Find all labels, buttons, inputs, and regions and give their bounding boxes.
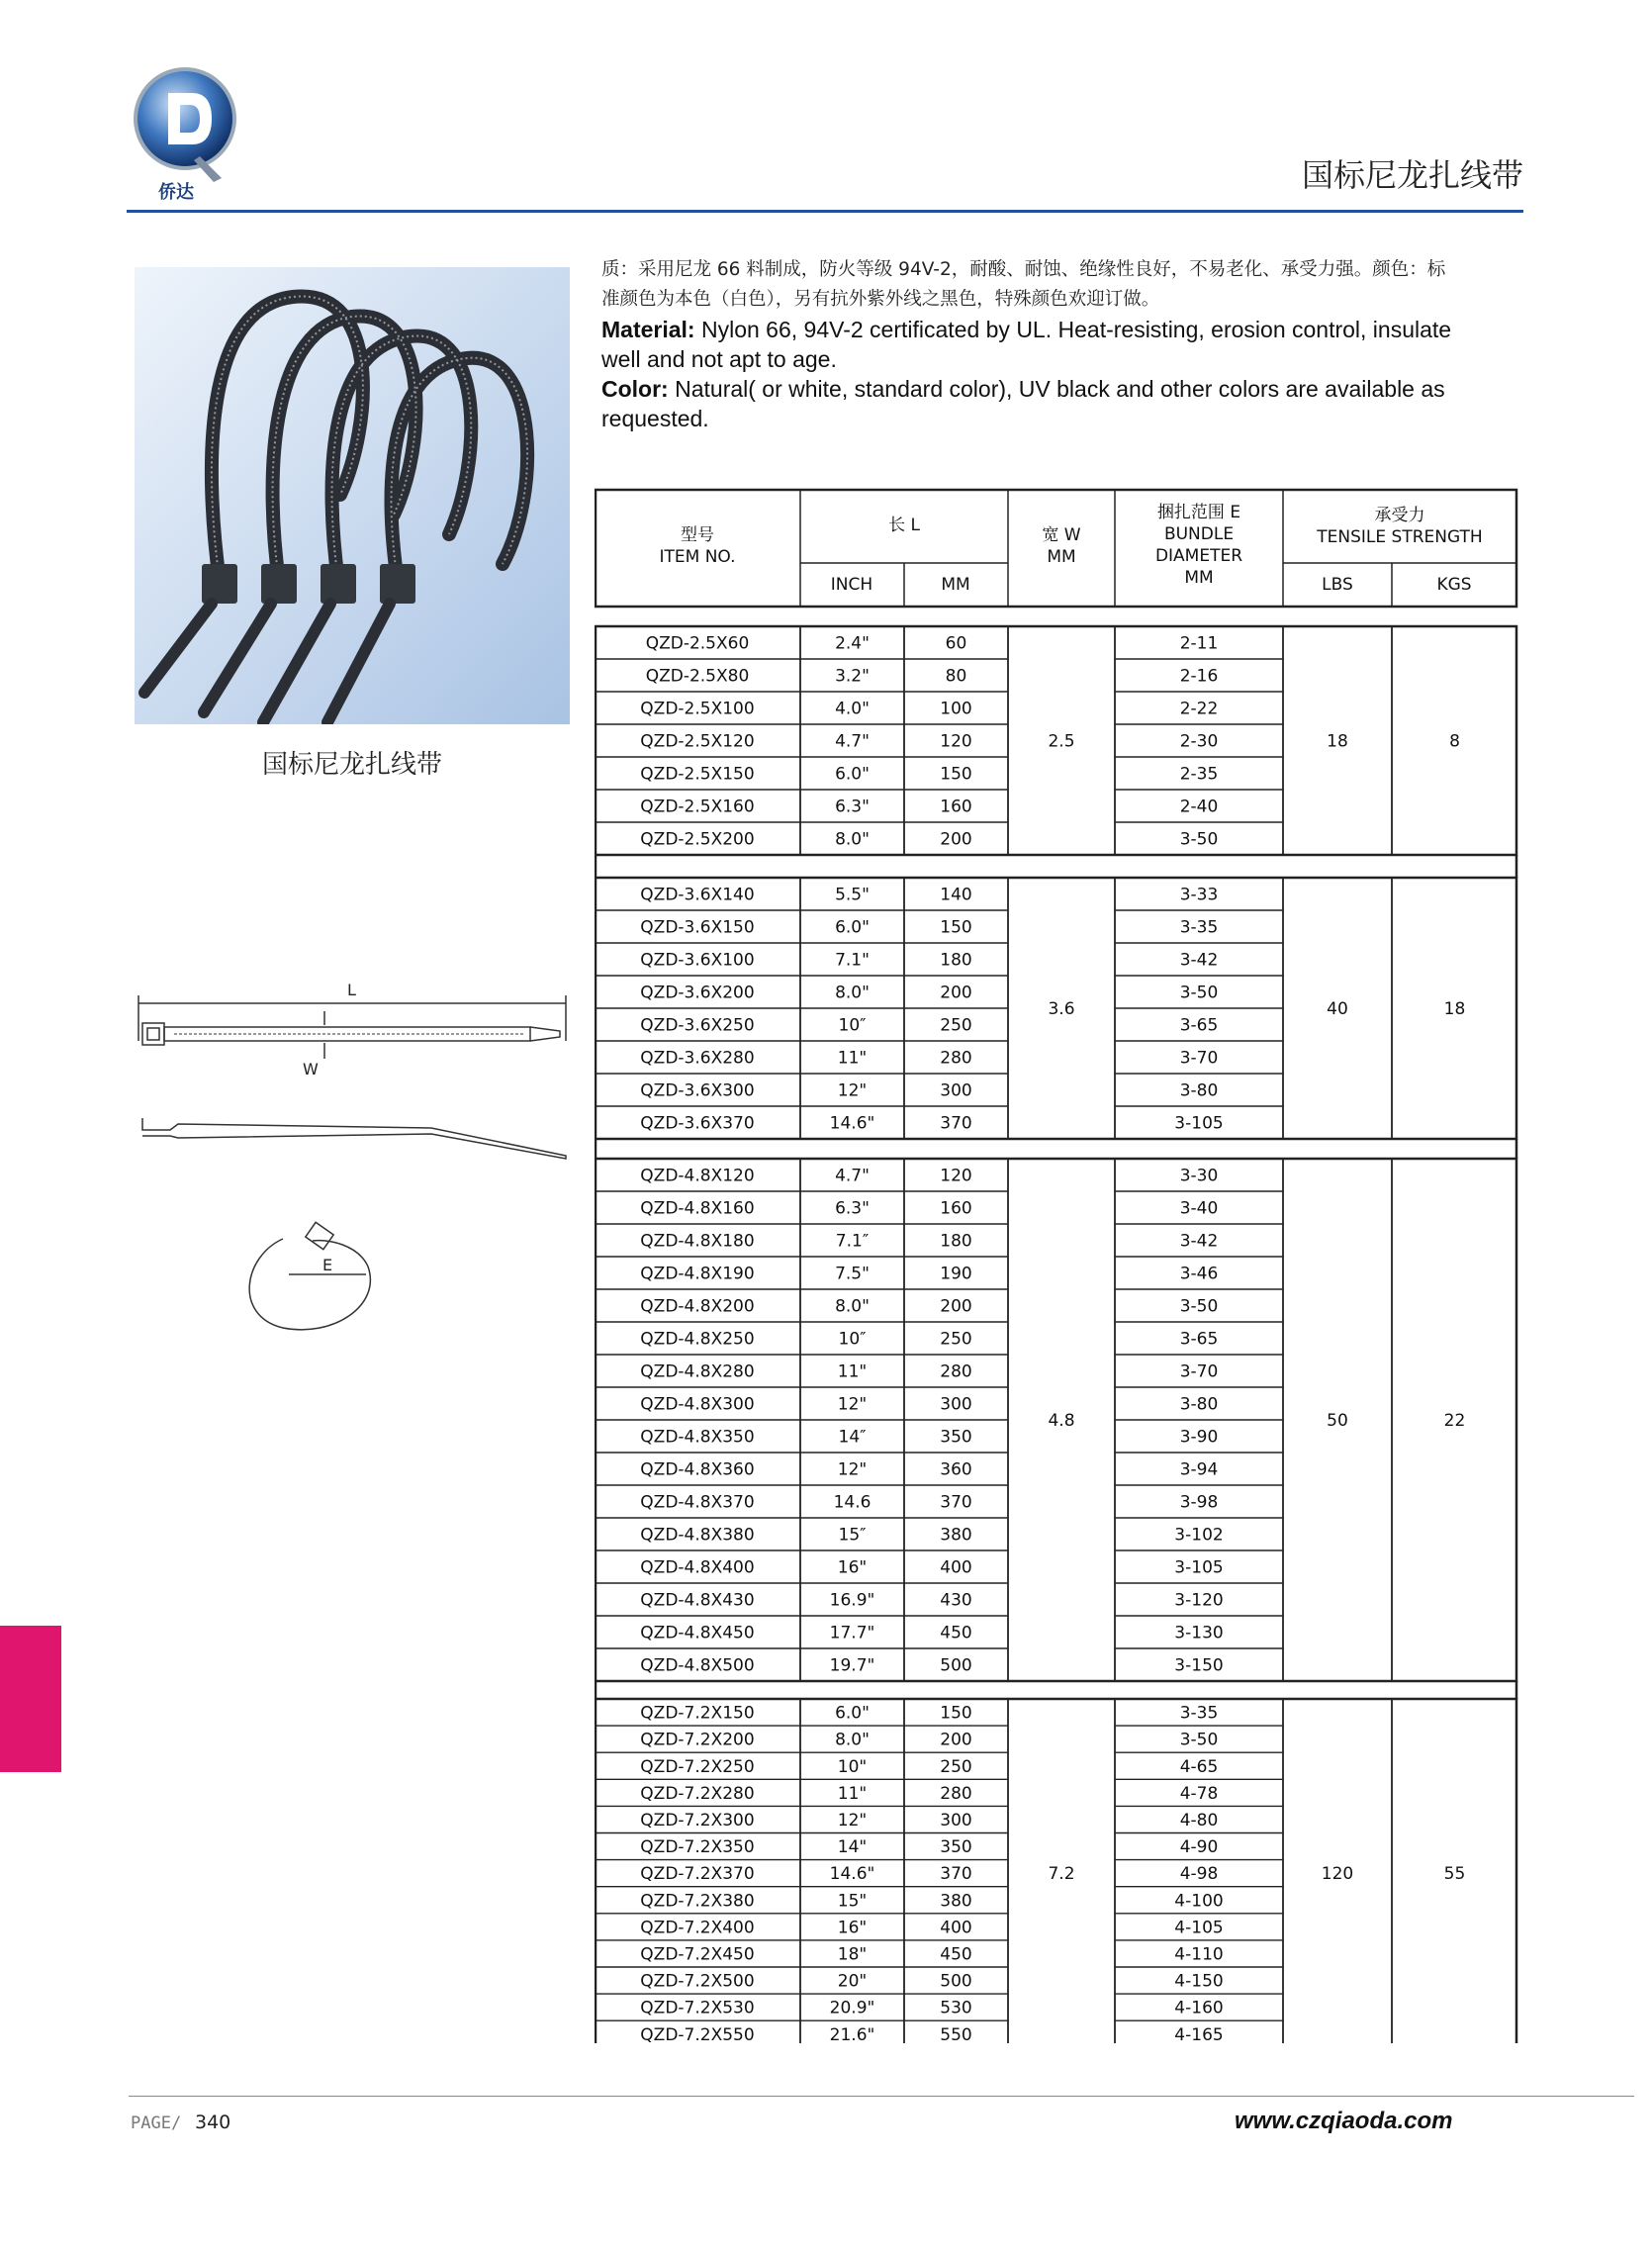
cell-length-mm: 350	[940, 1837, 972, 1858]
cell-length-inch: 18"	[837, 1944, 868, 1965]
cell-length-mm: 200	[940, 1730, 972, 1750]
cell-bundle-diameter: 2-30	[1179, 731, 1219, 752]
website-link[interactable]: www.czqiaoda.com	[1235, 2108, 1453, 2134]
cell-bundle-diameter: 2-40	[1179, 797, 1219, 817]
header-divider	[127, 210, 1523, 213]
cell-bundle-diameter: 2-35	[1179, 764, 1219, 785]
cell-length-mm: 530	[940, 1998, 972, 2018]
desc-zh-line1: 质：采用尼龙 66 料制成，防火等级 94V-2，耐酸、耐蚀、绝缘性良好，不易老化、承受力强。颜色：标	[601, 259, 1446, 280]
cell-length-mm: 450	[940, 1944, 972, 1965]
cell-bundle-diameter: 4-165	[1174, 2024, 1224, 2043]
cell-item-no: QZD-7.2X500	[640, 1971, 755, 1992]
cell-bundle-diameter: 3-70	[1179, 1361, 1219, 1382]
color-label: Color:	[601, 376, 669, 402]
cell-length-inch: 4.7"	[835, 731, 870, 752]
cell-item-no: QZD-4.8X250	[640, 1329, 755, 1350]
cell-tensile-kgs: 55	[1443, 1864, 1466, 1885]
cell-bundle-diameter: 2-22	[1179, 699, 1219, 719]
cell-bundle-diameter: 3-50	[1179, 1296, 1219, 1317]
cell-length-mm: 250	[940, 1756, 972, 1777]
cell-bundle-diameter: 3-90	[1179, 1427, 1219, 1448]
cell-item-no: QZD-4.8X190	[640, 1264, 755, 1284]
cell-bundle-diameter: 3-105	[1174, 1557, 1224, 1578]
cell-length-mm: 200	[940, 1296, 972, 1317]
cell-length-inch: 20.9"	[829, 1998, 875, 2018]
cell-length-inch: 15"	[837, 1891, 868, 1912]
cell-item-no: QZD-3.6X140	[640, 885, 755, 905]
cell-width: 3.6	[1048, 999, 1075, 1019]
color-text	[601, 374, 1521, 404]
footer-divider	[129, 2096, 1634, 2097]
cell-item-no: QZD-4.8X360	[640, 1459, 755, 1480]
cell-length-mm: 370	[940, 1113, 972, 1134]
cell-length-inch: 16"	[837, 1557, 868, 1578]
cell-length-inch: 17.7"	[829, 1623, 875, 1643]
cell-item-no: QZD-4.8X450	[640, 1623, 755, 1643]
cell-bundle-diameter: 4-80	[1179, 1810, 1219, 1830]
cell-length-mm: 300	[940, 1810, 972, 1830]
cell-length-inch: 12"	[837, 1459, 868, 1480]
cell-bundle-diameter: 3-50	[1179, 983, 1219, 1003]
cell-length-mm: 200	[940, 983, 972, 1003]
cell-length-inch: 16.9"	[829, 1590, 875, 1611]
cell-length-inch: 8.0"	[835, 1730, 870, 1750]
cell-length-mm: 360	[940, 1459, 972, 1480]
cell-length-inch: 14.6"	[829, 1864, 875, 1885]
cell-bundle-diameter: 3-102	[1174, 1525, 1224, 1546]
cell-item-no: QZD-4.8X380	[640, 1525, 755, 1546]
cell-length-mm: 300	[940, 1394, 972, 1415]
cell-bundle-diameter: 3-40	[1179, 1198, 1219, 1219]
cell-length-inch: 6.3"	[835, 797, 870, 817]
cell-length-inch: 11"	[837, 1361, 868, 1382]
cell-length-inch: 8.0"	[835, 829, 870, 850]
cell-tensile-kgs: 18	[1443, 999, 1466, 1019]
cell-item-no: QZD-7.2X300	[640, 1810, 755, 1830]
cell-item-no: QZD-7.2X550	[640, 2024, 755, 2043]
header-width-unit: MM	[1047, 547, 1076, 567]
cell-item-no: QZD-7.2X530	[640, 1998, 755, 2018]
bundle-label: E	[322, 1256, 333, 1274]
cell-length-mm: 400	[940, 1557, 972, 1578]
cell-bundle-diameter: 3-98	[1179, 1492, 1219, 1513]
length-label: L	[347, 981, 356, 999]
cell-length-inch: 5.5"	[835, 885, 870, 905]
section-tab	[0, 1626, 61, 1772]
cell-tensile-lbs: 40	[1327, 999, 1348, 1019]
cell-item-no: QZD-3.6X280	[640, 1048, 755, 1069]
header-item-zh: 型号	[681, 525, 714, 545]
cell-item-no: QZD-7.2X200	[640, 1730, 755, 1750]
cell-length-inch: 12"	[837, 1394, 868, 1415]
cell-length-mm: 160	[940, 1198, 972, 1219]
cell-item-no: QZD-4.8X430	[640, 1590, 755, 1611]
cell-bundle-diameter: 3-65	[1179, 1015, 1219, 1036]
cell-bundle-diameter: 4-78	[1179, 1783, 1219, 1804]
cell-length-inch: 3.2"	[835, 666, 870, 687]
cell-bundle-diameter: 3-35	[1179, 1703, 1219, 1724]
cell-bundle-diameter: 3-46	[1179, 1264, 1219, 1284]
cell-tensile-lbs: 120	[1321, 1864, 1354, 1885]
cell-length-mm: 280	[940, 1048, 972, 1069]
header-tensile-en: TENSILE STRENGTH	[1317, 527, 1483, 547]
cell-item-no: QZD-7.2X380	[640, 1891, 755, 1912]
cell-length-inch: 21.6"	[829, 2024, 875, 2043]
cell-bundle-diameter: 3-30	[1179, 1166, 1219, 1186]
cell-tensile-lbs: 18	[1327, 731, 1348, 752]
cell-length-inch: 7.1"	[835, 950, 870, 971]
cell-bundle-diameter: 3-130	[1174, 1623, 1224, 1643]
cell-length-mm: 160	[940, 797, 972, 817]
header-tensile-zh: 承受力	[1374, 506, 1425, 525]
cell-length-inch: 11"	[837, 1048, 868, 1069]
cell-bundle-diameter: 4-105	[1174, 1918, 1224, 1938]
cell-length-inch: 10"	[837, 1756, 868, 1777]
cell-tensile-lbs: 50	[1327, 1411, 1348, 1431]
cell-length-inch: 14.6"	[829, 1113, 875, 1134]
cell-bundle-diameter: 3-105	[1174, 1113, 1224, 1134]
cell-bundle-diameter: 4-110	[1174, 1944, 1224, 1965]
cell-length-inch: 15″	[838, 1525, 867, 1546]
width-label: W	[303, 1060, 319, 1079]
header-bundle-en2: DIAMETER	[1154, 546, 1243, 566]
cell-item-no: QZD-2.5X100	[640, 699, 755, 719]
header-lbs: LBS	[1322, 575, 1353, 595]
cell-length-mm: 370	[940, 1492, 972, 1513]
cell-item-no: QZD-2.5X160	[640, 797, 755, 817]
spec-table	[595, 488, 1519, 2043]
cell-bundle-diameter: 3-50	[1179, 829, 1219, 850]
cell-item-no: QZD-4.8X280	[640, 1361, 755, 1382]
cell-item-no: QZD-2.5X150	[640, 764, 755, 785]
cell-length-mm: 80	[945, 666, 967, 687]
cell-item-no: QZD-2.5X60	[645, 633, 750, 654]
cell-length-inch: 14″	[838, 1427, 867, 1448]
cell-length-mm: 280	[940, 1783, 972, 1804]
cell-bundle-diameter: 3-33	[1179, 885, 1219, 905]
cell-length-mm: 120	[940, 731, 972, 752]
cell-bundle-diameter: 2-16	[1179, 666, 1219, 687]
cell-length-inch: 6.0"	[835, 917, 870, 938]
cell-item-no: QZD-4.8X180	[640, 1231, 755, 1252]
cell-bundle-diameter: 4-150	[1174, 1971, 1224, 1992]
page-title: 国标尼龙扎线带	[1301, 156, 1523, 194]
cell-length-inch: 10″	[838, 1329, 867, 1350]
cell-length-mm: 430	[940, 1590, 972, 1611]
header-inch: INCH	[830, 575, 873, 595]
cell-bundle-diameter: 3-150	[1174, 1655, 1224, 1676]
cell-length-mm: 250	[940, 1329, 972, 1350]
cell-length-inch: 8.0"	[835, 1296, 870, 1317]
cell-item-no: QZD-4.8X370	[640, 1492, 755, 1513]
cell-length-mm: 140	[940, 885, 972, 905]
desc-zh-line2: 准颜色为本色（白色），另有抗外紫外线之黑色，特殊颜色欢迎订做。	[601, 289, 1160, 310]
cell-length-inch: 16"	[837, 1918, 868, 1938]
cell-length-mm: 380	[940, 1525, 972, 1546]
cell-width: 2.5	[1048, 731, 1075, 752]
cell-item-no: QZD-7.2X450	[640, 1944, 755, 1965]
header-bundle-en: BUNDLE	[1163, 524, 1235, 544]
cell-item-no: QZD-3.6X150	[640, 917, 755, 938]
header-mm: MM	[941, 575, 970, 595]
cell-length-mm: 150	[940, 764, 972, 785]
cell-bundle-diameter: 4-65	[1179, 1756, 1219, 1777]
cable-tie-drawing	[135, 980, 580, 1346]
color-value: Natural( or white, standard color), UV black and other colors are available as	[668, 376, 1445, 402]
cell-length-mm: 200	[940, 829, 972, 850]
cell-bundle-diameter: 4-100	[1174, 1891, 1224, 1912]
cell-item-no: QZD-7.2X400	[640, 1918, 755, 1938]
color-text-2: requested.	[601, 406, 709, 431]
cell-bundle-diameter: 2-11	[1179, 633, 1219, 654]
cell-length-inch: 14"	[837, 1837, 868, 1858]
cell-item-no: QZD-2.5X200	[640, 829, 755, 850]
cell-length-inch: 19.7"	[829, 1655, 875, 1676]
cell-item-no: QZD-4.8X200	[640, 1296, 755, 1317]
cell-length-inch: 7.5"	[835, 1264, 870, 1284]
cell-item-no: QZD-3.6X100	[640, 950, 755, 971]
cell-length-inch: 14.6	[833, 1492, 872, 1513]
cell-item-no: QZD-2.5X80	[645, 666, 750, 687]
cell-item-no: QZD-3.6X200	[640, 983, 755, 1003]
cell-width: 7.2	[1048, 1864, 1075, 1885]
cell-bundle-diameter: 3-70	[1179, 1048, 1219, 1069]
cell-bundle-diameter: 3-94	[1179, 1459, 1219, 1480]
cell-item-no: QZD-4.8X300	[640, 1394, 755, 1415]
cell-item-no: QZD-7.2X280	[640, 1783, 755, 1804]
cell-item-no: QZD-7.2X150	[640, 1703, 755, 1724]
cell-length-inch: 6.0"	[835, 1703, 870, 1724]
cell-width: 4.8	[1048, 1411, 1075, 1431]
cell-bundle-diameter: 4-98	[1179, 1864, 1219, 1885]
cell-length-inch: 6.0"	[835, 764, 870, 785]
cell-bundle-diameter: 4-90	[1179, 1837, 1219, 1858]
product-photo	[135, 267, 570, 724]
cell-tensile-kgs: 22	[1443, 1411, 1466, 1431]
cell-item-no: QZD-4.8X400	[640, 1557, 755, 1578]
header-width-zh: 宽 W	[1042, 525, 1081, 545]
cell-length-mm: 350	[940, 1427, 972, 1448]
cell-length-inch: 20"	[837, 1971, 868, 1992]
cell-length-inch: 8.0"	[835, 983, 870, 1003]
cell-length-mm: 300	[940, 1080, 972, 1101]
cell-item-no: QZD-4.8X120	[640, 1166, 755, 1186]
cell-item-no: QZD-7.2X350	[640, 1837, 755, 1858]
cell-item-no: QZD-2.5X120	[640, 731, 755, 752]
material-label: Material:	[601, 317, 695, 342]
cell-bundle-diameter: 3-42	[1179, 950, 1219, 971]
material-value: Nylon 66, 94V-2 certificated by UL. Heat-resisting, erosion control, insulate	[694, 317, 1452, 342]
cell-length-mm: 120	[940, 1166, 972, 1186]
cell-length-mm: 380	[940, 1891, 972, 1912]
header-kgs: KGS	[1436, 575, 1472, 595]
cell-bundle-diameter: 3-35	[1179, 917, 1219, 938]
cell-length-inch: 7.1″	[835, 1231, 870, 1252]
cell-bundle-diameter: 3-65	[1179, 1329, 1219, 1350]
header-length: 长 L	[888, 516, 920, 535]
cell-length-mm: 550	[940, 2024, 972, 2043]
cell-length-inch: 10″	[838, 1015, 867, 1036]
cell-length-mm: 180	[940, 1231, 972, 1252]
material-text-2: well and not apt to age.	[601, 346, 837, 372]
cell-length-inch: 12"	[837, 1080, 868, 1101]
header-bundle-unit: MM	[1184, 568, 1214, 588]
cell-length-mm: 500	[940, 1971, 972, 1992]
cell-length-inch: 4.7"	[835, 1166, 870, 1186]
cell-length-mm: 250	[940, 1015, 972, 1036]
cell-bundle-diameter: 3-42	[1179, 1231, 1219, 1252]
cell-bundle-diameter: 3-120	[1174, 1590, 1224, 1611]
cell-item-no: QZD-4.8X160	[640, 1198, 755, 1219]
cell-item-no: QZD-3.6X300	[640, 1080, 755, 1101]
cell-length-mm: 400	[940, 1918, 972, 1938]
cell-length-inch: 12"	[837, 1810, 868, 1830]
cell-length-mm: 500	[940, 1655, 972, 1676]
cell-item-no: QZD-4.8X350	[640, 1427, 755, 1448]
cell-tensile-kgs: 8	[1449, 731, 1460, 752]
cell-length-mm: 180	[940, 950, 972, 971]
header-bundle-zh: 捆扎范围 E	[1156, 503, 1241, 522]
cell-length-mm: 100	[940, 699, 972, 719]
cell-item-no: QZD-3.6X370	[640, 1113, 755, 1134]
cell-length-mm: 370	[940, 1864, 972, 1885]
photo-caption: 国标尼龙扎线带	[261, 750, 442, 780]
page-label: PAGE/	[131, 2113, 182, 2133]
cell-bundle-diameter: 4-160	[1174, 1998, 1224, 2018]
cell-item-no: QZD-4.8X500	[640, 1655, 755, 1676]
cell-length-mm: 280	[940, 1361, 972, 1382]
cell-length-mm: 150	[940, 917, 972, 938]
logo-text: 侨达	[158, 182, 194, 203]
cell-length-mm: 150	[940, 1703, 972, 1724]
cell-bundle-diameter: 3-50	[1179, 1730, 1219, 1750]
cell-bundle-diameter: 3-80	[1179, 1080, 1219, 1101]
cell-length-inch: 6.3"	[835, 1198, 870, 1219]
material-text	[601, 315, 1521, 344]
cell-length-mm: 450	[940, 1623, 972, 1643]
page-number: 340	[195, 2111, 231, 2133]
header-item-en: ITEM NO.	[659, 547, 736, 567]
cell-item-no: QZD-7.2X370	[640, 1864, 755, 1885]
cell-length-inch: 11"	[837, 1783, 868, 1804]
cell-length-mm: 190	[940, 1264, 972, 1284]
cell-bundle-diameter: 3-80	[1179, 1394, 1219, 1415]
cell-item-no: QZD-3.6X250	[640, 1015, 755, 1036]
cell-length-inch: 2.4"	[835, 633, 870, 654]
cell-length-inch: 4.0"	[835, 699, 870, 719]
product-description	[601, 255, 1521, 433]
cell-item-no: QZD-7.2X250	[640, 1756, 755, 1777]
cell-length-mm: 60	[945, 633, 967, 654]
